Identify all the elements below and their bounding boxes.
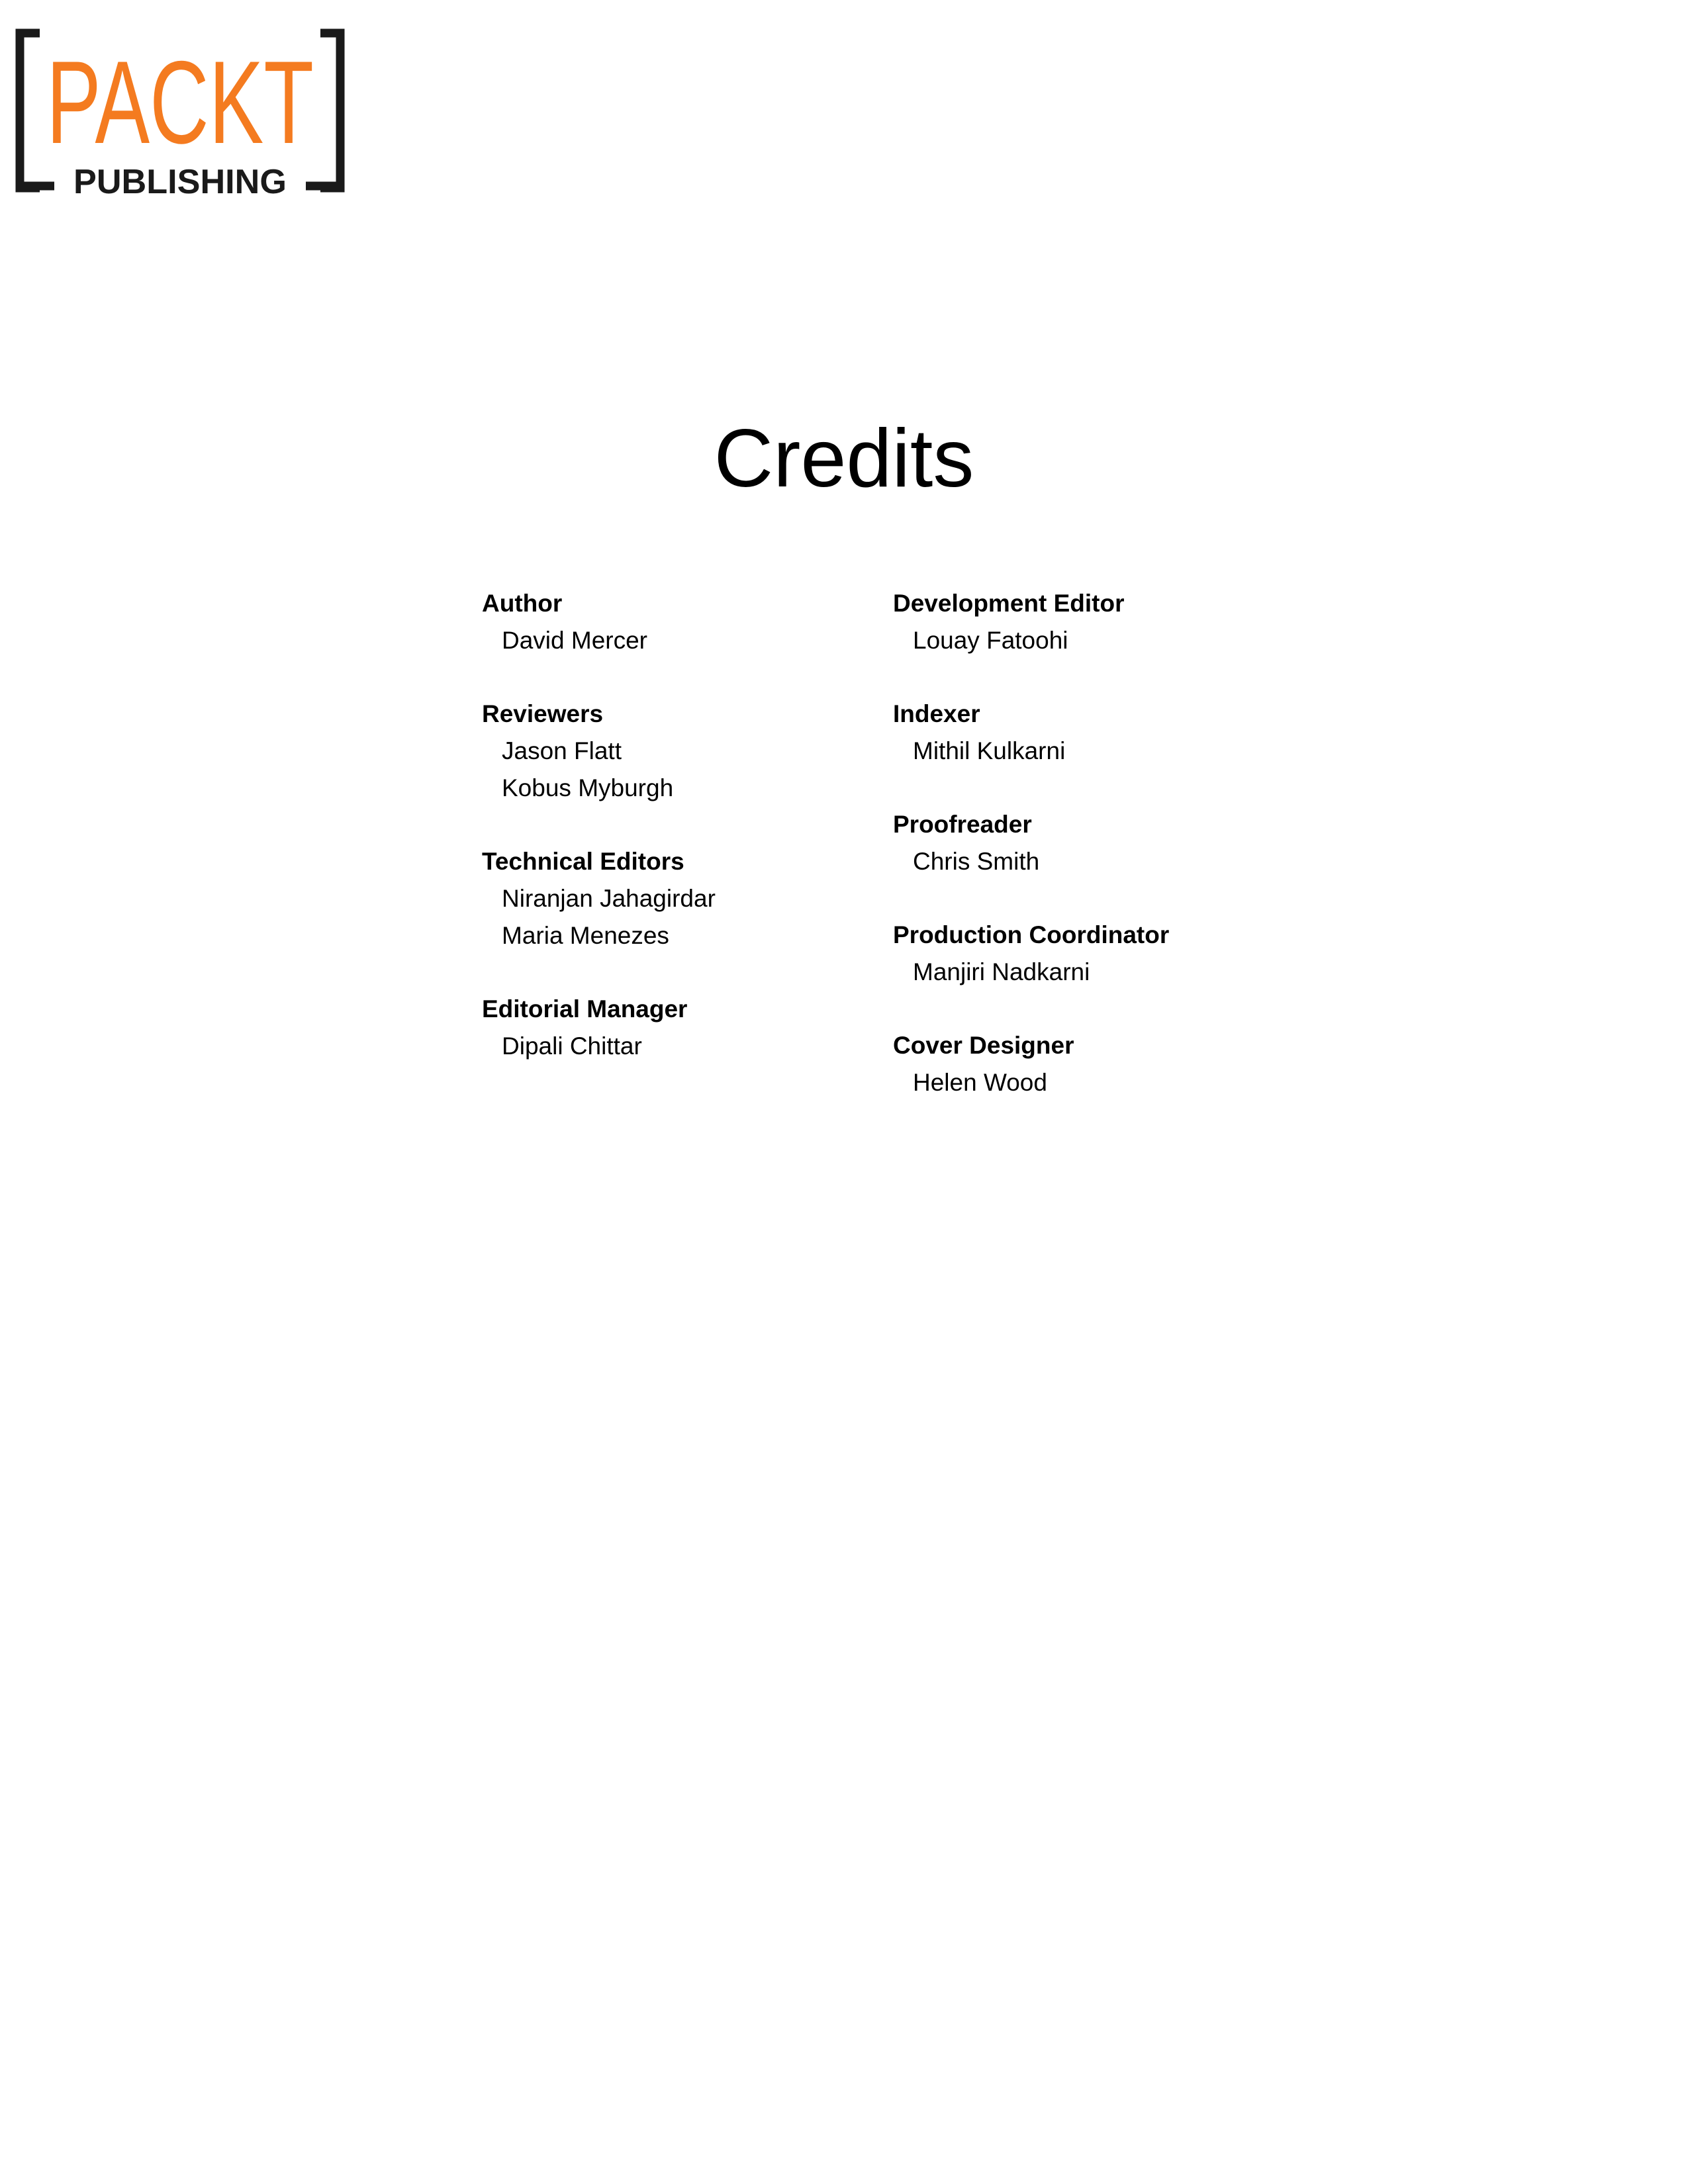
credit-role: Indexer [893, 700, 980, 727]
credit-group [482, 585, 853, 659]
credit-name: Helen Wood [913, 1069, 1047, 1096]
packt-logo-graphic [15, 29, 346, 201]
credit-group [893, 585, 1264, 659]
page-title: Credits [714, 413, 974, 505]
logo-left-bracket [20, 33, 40, 188]
packt-publishing-logo [15, 29, 346, 201]
credit-name: Niranjan Jahagirdar [502, 885, 716, 912]
credit-role: Cover Designer [893, 1032, 1074, 1059]
credit-role: Production Coordinator [893, 921, 1170, 948]
credit-role: Reviewers [482, 700, 604, 727]
credit-group [893, 917, 1264, 991]
credits-column-left [482, 585, 853, 1101]
credits-column-right [893, 585, 1264, 1138]
credit-group [482, 696, 853, 807]
credit-name: Louay Fatoohi [913, 627, 1068, 654]
credit-name: Kobus Myburgh [502, 774, 674, 801]
credit-role: Author [482, 590, 563, 617]
credit-group [482, 843, 853, 954]
credit-group [893, 806, 1264, 880]
credit-group [893, 1027, 1264, 1101]
credit-name: Dipali Chittar [502, 1032, 642, 1060]
logo-right-bracket [320, 33, 340, 188]
credit-name: Mithil Kulkarni [913, 737, 1066, 764]
credit-name: Chris Smith [913, 848, 1040, 875]
logo-sub-text: PUBLISHING [73, 163, 287, 201]
credit-role: Technical Editors [482, 848, 684, 875]
credit-name: Maria Menezes [502, 922, 669, 949]
logo-brand-text: PACKT [46, 36, 314, 168]
credit-name: Jason Flatt [502, 737, 622, 764]
credit-role: Development Editor [893, 590, 1125, 617]
credit-name: Manjiri Nadkarni [913, 958, 1090, 985]
credit-name: David Mercer [502, 627, 647, 654]
credit-group [893, 696, 1264, 770]
credit-role: Proofreader [893, 811, 1032, 838]
credit-role: Editorial Manager [482, 995, 688, 1023]
credit-group [482, 991, 853, 1065]
